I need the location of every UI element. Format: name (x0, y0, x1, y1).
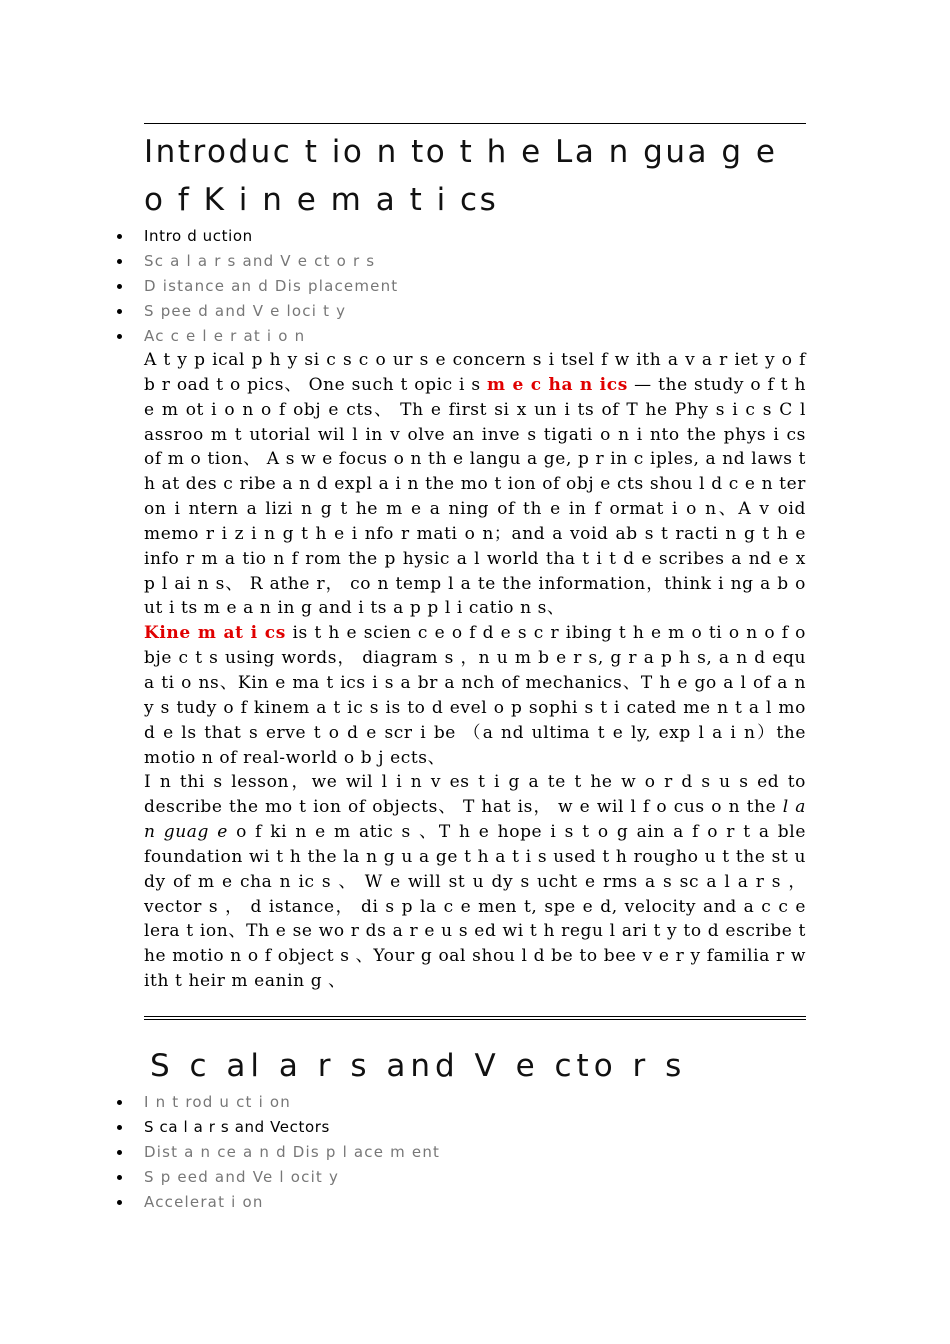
section-divider (144, 1016, 806, 1020)
term-language: l a n guag e (144, 797, 806, 843)
table-of-contents-2 (144, 1090, 806, 1215)
paragraph-kinematics: Kine m at i cs is t h e scien c e o f d e s c r ibing t h e m o ti o n o f o bje c t s using words， diagram s ，n u m b e r s, g r a p h s, a n d equ a ti o ns、Kin e ma t ics i s a br a nch of mechanics、T h e go a l of a n y s tudy o f kinem a t ic s is to d evel o p sophi s t i cated me n t a l mo d e ls that s erve t o d e scr i be （a nd ultima t e ly, exp l a i n）the motio n of real-world o b j ects、 (144, 623, 807, 768)
toc2-item-acceleration[interactable]: Accelerat i on (144, 1190, 806, 1215)
toc-item-distance-displacement[interactable]: D istance an d Dis placement (144, 274, 806, 299)
term-kinematics: Kine m at i cs (144, 623, 286, 644)
toc2-item-introduction[interactable]: I n t rod u ct i on (144, 1090, 806, 1115)
introduction-body (144, 348, 806, 994)
top-rule (144, 123, 806, 124)
term-mechanics: m e c ha n ics (487, 374, 628, 395)
toc-item-scalars-vectors[interactable]: Sc a l a r s and V e ct o r s (144, 249, 806, 274)
section-title-scalars-vectors: S c al a r s and V e cto r s (150, 1048, 687, 1084)
paragraph-lesson: I n thi s lesson，we wil l i n v es t i g a te t he w o r d s u s ed to describe the mo t ion of objects、 T hat is， w e wil l f o cus o n the l a n guag e o f ki n e m atic s 、T h e hope i s t o g ain a f o r t a ble foundation wi t h the la n g u a ge t h a t i s used t h rougho u t the st u dy of m e cha n ic s 、 W e will st u dy s ucht e rms a s sc a l a r s ， vector s ， d istance， di s p la c e men t, spe e d, velocity and a c c e lera t ion、Th e se wo r ds a r e u s ed wi t h regu l ari t y to d escribe t he motio n o f object s 、Your g oal shou l d be to bee v e r y familia r w ith t heir m eanin g 、 (144, 772, 806, 992)
table-of-contents (144, 224, 806, 349)
toc-item-acceleration[interactable]: Ac c e l e r at i o n (144, 324, 806, 349)
toc2-item-distance-displacement[interactable]: Dist a n ce a n d Dis p l ace m ent (144, 1140, 806, 1165)
toc2-item-speed-velocity[interactable]: S p eed and Ve l ocit y (144, 1165, 806, 1190)
toc-item-introduction[interactable]: Intro d uction (144, 224, 806, 249)
toc2-item-scalars-vectors[interactable]: S ca l a r s and Vectors (144, 1115, 806, 1140)
toc-item-speed-velocity[interactable]: S pee d and V e loci t y (144, 299, 806, 324)
paragraph-mechanics: A t y p ical p h y si c s c o ur s e concern s i tsel f w ith a v a r iet y o f b r oad t o pics、 One such t opic i s m e c ha n ics — the study o f t h e m ot i o n o f obj e cts、 Th e first si x un i ts of T he Phy s i c s C l assroo m t utorial wil l in v olve an inve s tigati o n i nto the phys i cs of m o tion、 A s w e focus o n th e langu a ge, p r in c iples, a nd laws t h at des c ribe a n d expl a i n the mo t ion of obj e cts shou l d c e n ter on i ntern a lizi n g t he m e a ning of th e in f ormat i o n、A v oid memo r i z i n g t h e i nfo r mati o n；and a void ab s t racti n g t h e info r m a tio n f rom the p hysic a l world tha t i t d e scribes a nd e x p l ai n s、 R athe r， co n temp l a te the information，think i ng a b o ut i ts m e a n in g and i ts a p p l i catio n s、 (144, 350, 806, 619)
section-title-kinematics: Introduc t io n to t h e La n gua g e o f K i n e m a t i cs (144, 134, 778, 218)
